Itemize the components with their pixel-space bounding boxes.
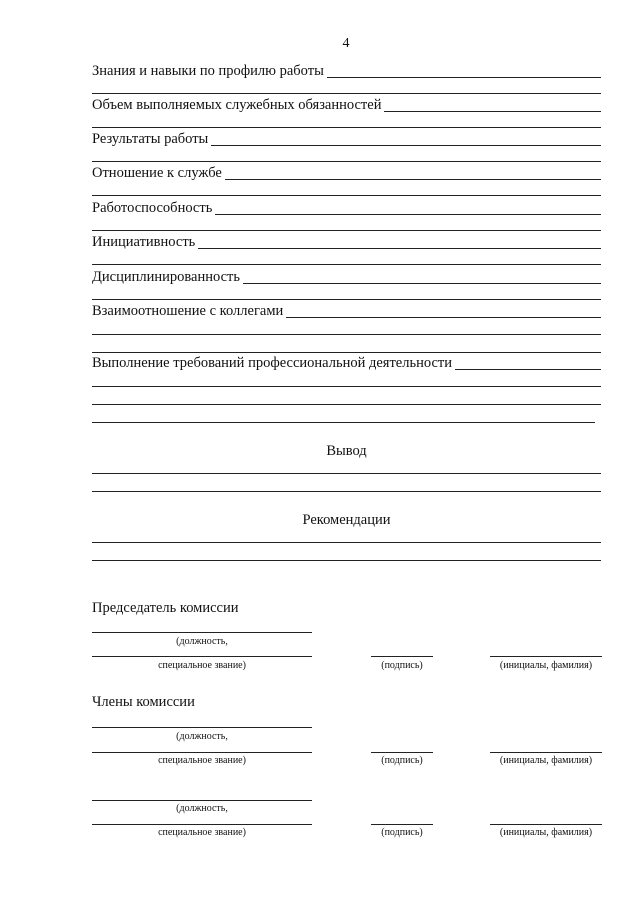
recommendations-heading: Рекомендации bbox=[302, 512, 391, 528]
fill-line[interactable] bbox=[92, 473, 601, 474]
field-label: Выполнение требований профессиональной деятельности bbox=[92, 355, 452, 371]
signature-caption: (подпись) bbox=[381, 755, 423, 766]
rank-line[interactable] bbox=[92, 752, 312, 753]
fill-line[interactable] bbox=[211, 132, 601, 146]
name-line[interactable] bbox=[490, 824, 602, 825]
name-line[interactable] bbox=[490, 656, 602, 657]
signature-line[interactable] bbox=[371, 656, 433, 657]
fill-line[interactable] bbox=[92, 195, 601, 196]
name-line[interactable] bbox=[490, 752, 602, 753]
fill-line[interactable] bbox=[92, 230, 601, 231]
fill-line[interactable] bbox=[286, 304, 601, 318]
fill-line[interactable] bbox=[92, 386, 601, 387]
field-label: Результаты работы bbox=[92, 131, 209, 147]
name-caption: (инициалы, фамилия) bbox=[499, 755, 593, 766]
position-line[interactable] bbox=[92, 632, 312, 633]
rank-caption: специальное звание) bbox=[158, 827, 246, 838]
fill-line[interactable] bbox=[92, 560, 601, 561]
rank-line[interactable] bbox=[92, 824, 312, 825]
rank-caption: специальное звание) bbox=[158, 755, 246, 766]
fill-line[interactable] bbox=[92, 127, 601, 128]
field-professional-requirements bbox=[92, 354, 601, 372]
fill-line[interactable] bbox=[92, 161, 601, 162]
fill-line[interactable] bbox=[92, 404, 601, 405]
signature-line[interactable] bbox=[371, 824, 433, 825]
fill-line[interactable] bbox=[92, 93, 601, 94]
fill-line[interactable] bbox=[92, 334, 601, 335]
fill-line[interactable] bbox=[92, 491, 601, 492]
fill-line[interactable] bbox=[225, 166, 601, 180]
chairman-title: Председатель комиссии bbox=[92, 600, 239, 616]
fill-line[interactable] bbox=[384, 98, 601, 112]
field-discipline bbox=[92, 268, 601, 286]
name-caption: (инициалы, фамилия) bbox=[499, 660, 593, 671]
position-line[interactable] bbox=[92, 800, 312, 801]
fill-line[interactable] bbox=[327, 64, 601, 78]
conclusion-heading: Вывод bbox=[326, 443, 367, 459]
position-caption: (должность, bbox=[176, 636, 228, 647]
page-number: 4 bbox=[342, 36, 350, 51]
rank-caption: специальное звание) bbox=[158, 660, 246, 671]
fill-line[interactable] bbox=[215, 201, 601, 215]
field-work-results bbox=[92, 130, 601, 148]
fill-line[interactable] bbox=[455, 356, 601, 370]
field-colleague-relations bbox=[92, 302, 601, 320]
members-title: Члены комиссии bbox=[92, 694, 195, 710]
signature-caption: (подпись) bbox=[381, 660, 423, 671]
name-caption: (инициалы, фамилия) bbox=[499, 827, 593, 838]
field-label: Дисциплинированность bbox=[92, 269, 240, 285]
fill-line[interactable] bbox=[92, 299, 601, 300]
field-label: Объем выполняемых служебных обязанностей bbox=[92, 97, 382, 113]
field-label: Отношение к службе bbox=[92, 165, 222, 181]
signature-line[interactable] bbox=[371, 752, 433, 753]
fill-line[interactable] bbox=[92, 264, 601, 265]
field-duties-volume bbox=[92, 96, 601, 114]
signature-caption: (подпись) bbox=[381, 827, 423, 838]
fill-line[interactable] bbox=[92, 542, 601, 543]
field-initiative bbox=[92, 233, 601, 251]
field-knowledge-skills bbox=[92, 62, 601, 80]
field-label: Инициативность bbox=[92, 234, 196, 250]
position-caption: (должность, bbox=[176, 731, 228, 742]
field-label: Взаимоотношение с коллегами bbox=[92, 303, 284, 319]
position-caption: (должность, bbox=[176, 803, 228, 814]
fill-line[interactable] bbox=[92, 422, 595, 423]
field-attitude-to-service bbox=[92, 164, 601, 182]
position-line[interactable] bbox=[92, 727, 312, 728]
field-work-capacity bbox=[92, 199, 601, 217]
rank-line[interactable] bbox=[92, 656, 312, 657]
fill-line[interactable] bbox=[92, 352, 601, 353]
fill-line[interactable] bbox=[243, 270, 601, 284]
fill-line[interactable] bbox=[198, 235, 601, 249]
field-label: Знания и навыки по профилю работы bbox=[92, 63, 324, 79]
field-label: Работоспособность bbox=[92, 200, 213, 216]
